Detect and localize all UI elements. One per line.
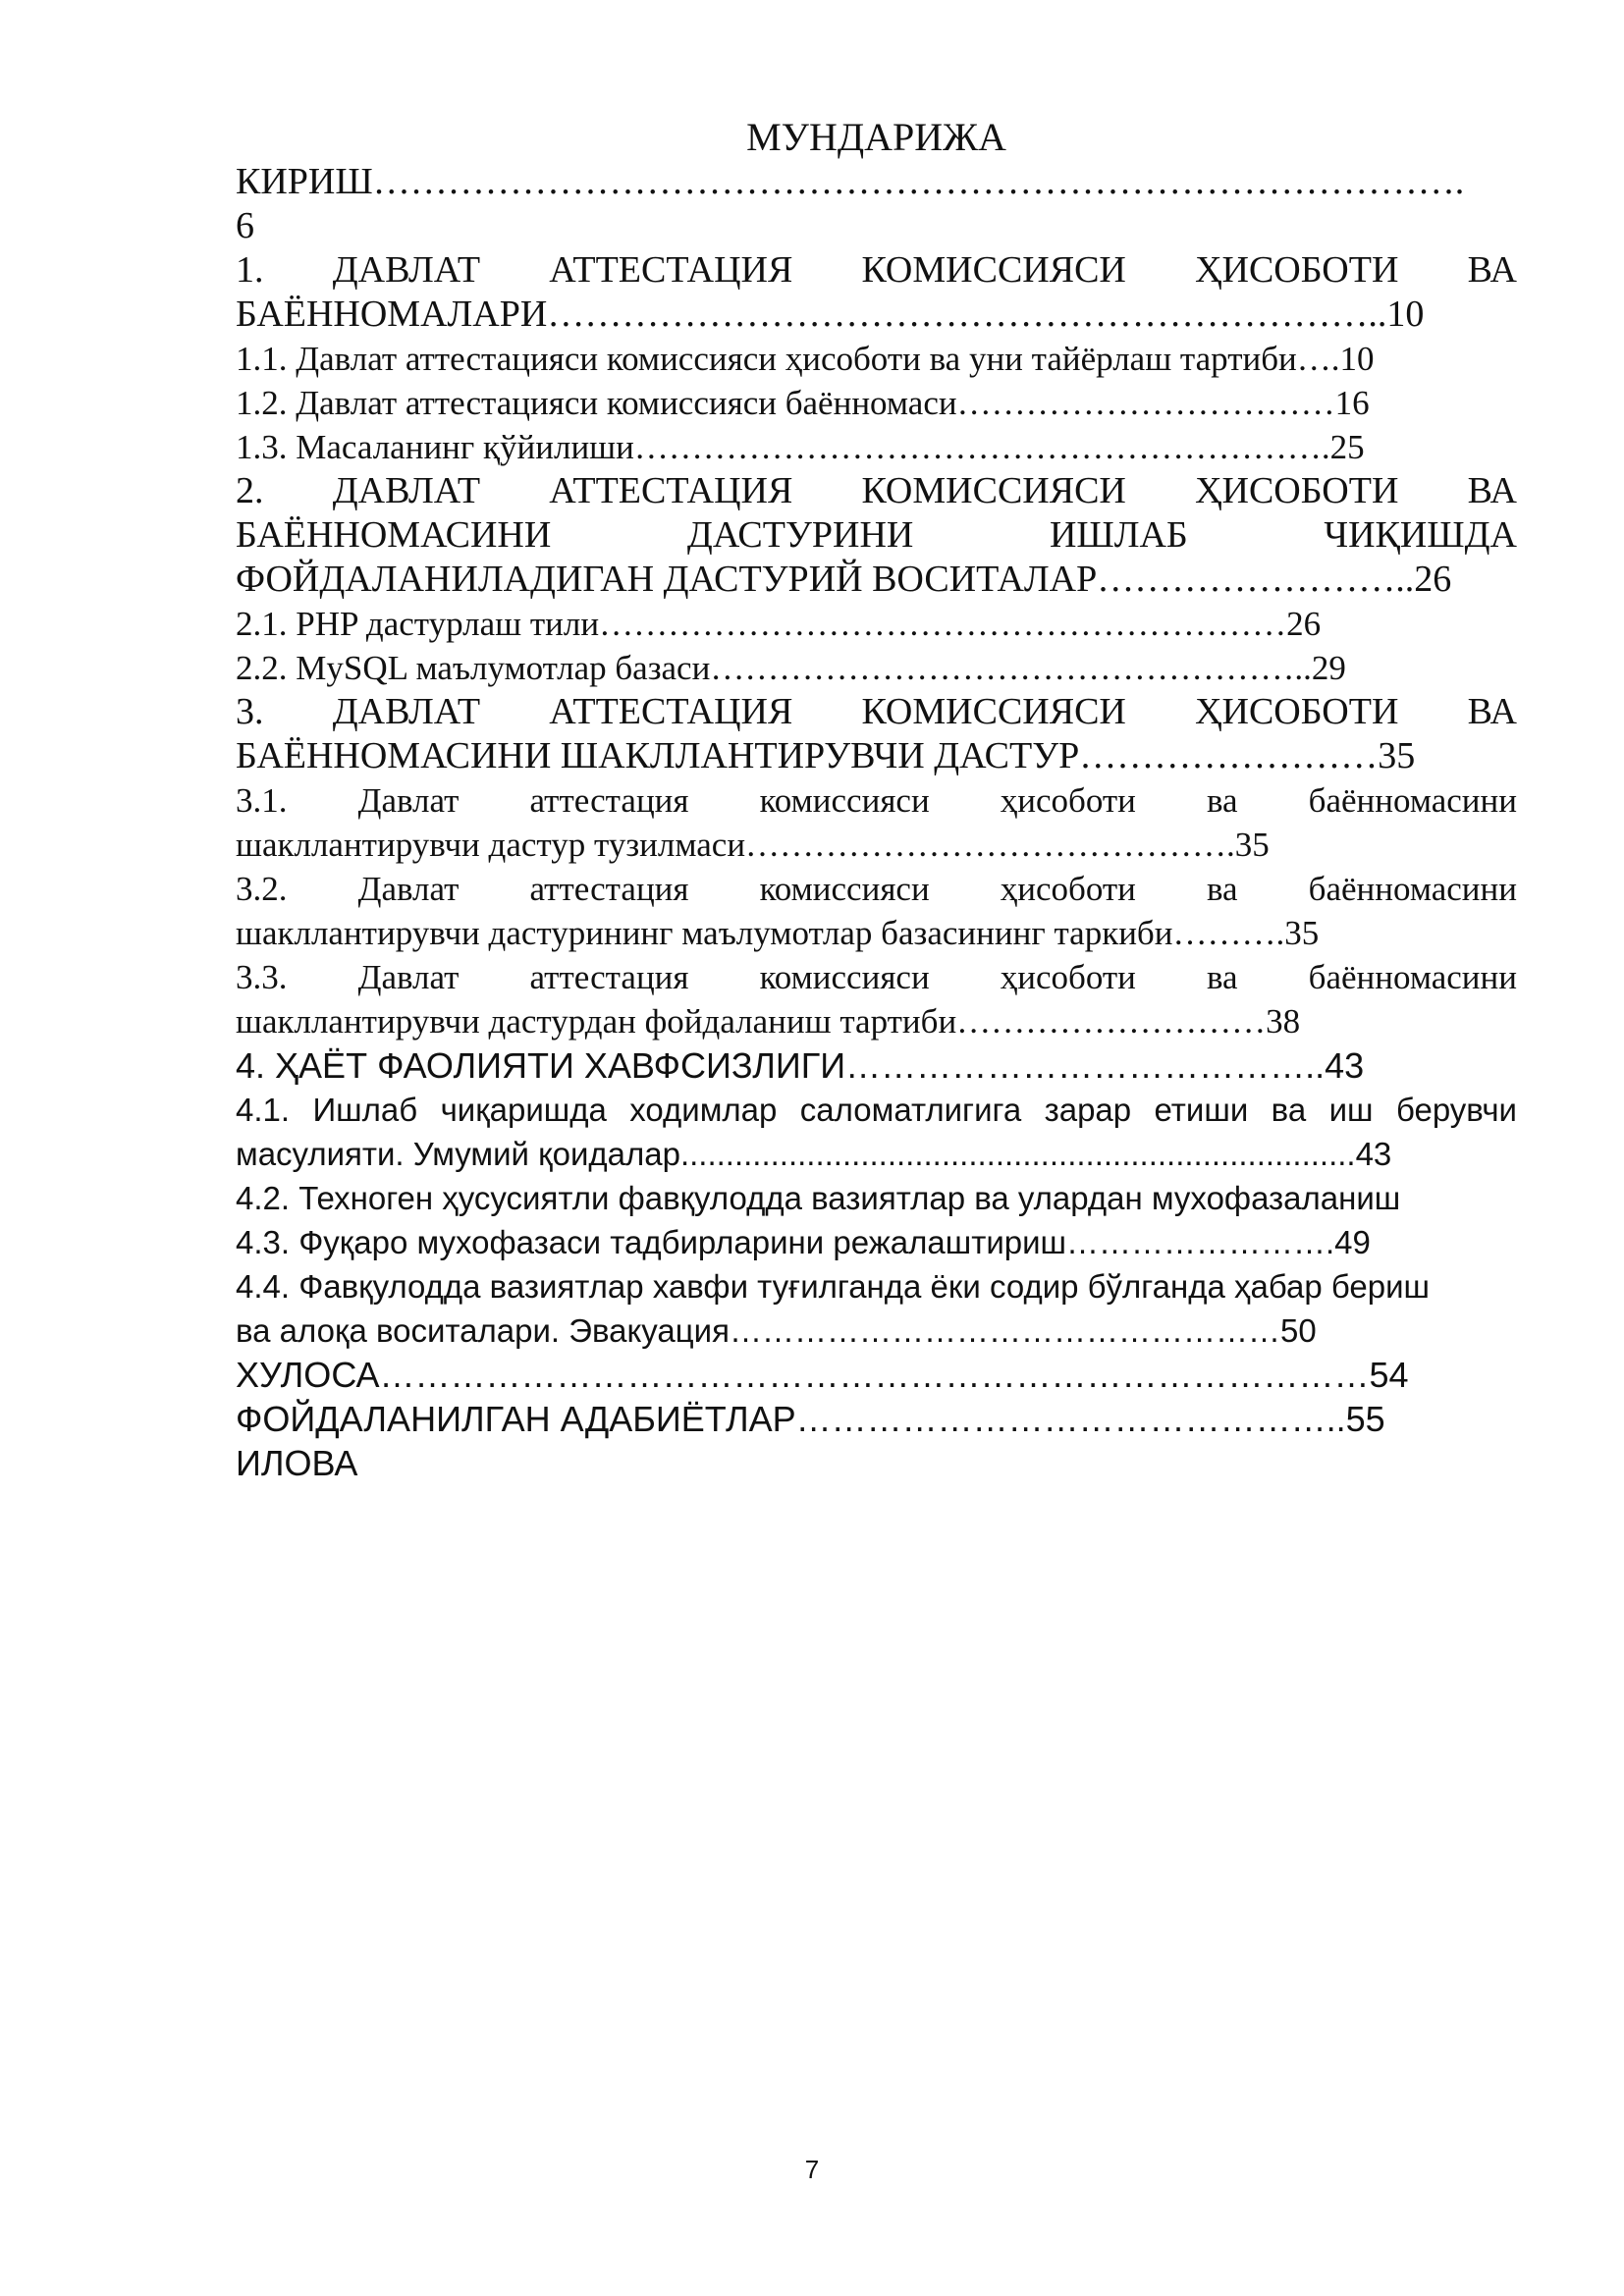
toc-entry: 1.2. Давлат аттестацияси комиссияси баённомаси……………………………16: [236, 384, 1370, 422]
toc-entry: 3. ДАВЛАТ АТТЕСТАЦИЯ КОМИССИЯСИ ҲИСОБОТИ ВА: [236, 691, 1517, 732]
toc-entry: шакллантирувчи дастур тузилмаси…………………………………….35: [236, 826, 1270, 864]
toc-entry: шакллантирувчи дастурдан фойдаланиш тартиби………………………38: [236, 1002, 1301, 1041]
toc-entry: 2.2. MySQL маълумотлар базаси……………………………………………..29: [236, 649, 1346, 687]
page-number: 7: [804, 2155, 820, 2184]
toc-entry: масулияти. Умумий қоидалар...........................................................................43: [236, 1136, 1392, 1172]
toc-entry: ХУЛОСА…………………………………………………………………………54: [236, 1355, 1409, 1395]
toc-entry: 4.4. Фавқулодда вазиятлар хавфи туғилганда ёки содир бўлганда ҳабар бериш: [236, 1268, 1430, 1305]
toc-entry: 3.1. Давлат аттестация комиссияси ҳисоботи ва баённомасини: [236, 781, 1517, 820]
toc-title: МУНДАРИЖА: [746, 115, 1006, 159]
toc-entry: ФОЙДАЛАНИЛАДИГАН ДАСТУРИЙ ВОСИТАЛАР……………………..26: [236, 559, 1452, 600]
table-of-contents: [236, 160, 1517, 1485]
toc-entry: БАЁННОМАСИНИ ДАСТУРИНИ ИШЛАБ ЧИҚИШДА: [236, 514, 1517, 556]
toc-entry: БАЁННОМАЛАРИ…………………………………………………………..10: [236, 294, 1425, 335]
toc-entry: ва алоқа воситалари. Эвакуация……………………………………………50: [236, 1312, 1317, 1349]
toc-entry: 2.1. PHP дастурлаш тили……………………………………………………26: [236, 605, 1322, 643]
toc-entry: КИРИШ…………………………………………………………………………….: [236, 161, 1465, 202]
toc-entry: 2. ДАВЛАТ АТТЕСТАЦИЯ КОМИССИЯСИ ҲИСОБОТИ ВА: [236, 470, 1517, 511]
toc-entry: 4.2. Техноген ҳусусиятли фавқулодда вазиятлар ва улардан мухофазаланиш: [236, 1180, 1401, 1216]
toc-entry: 1.3. Масаланинг қўйилиши…………………………………………………….25: [236, 428, 1365, 466]
toc-entry: ФОЙДАЛАНИЛГАН АДАБИЁТЛАР………………………………………..55: [236, 1399, 1385, 1439]
toc-entry: 3.3. Давлат аттестация комиссияси ҳисоботи ва баённомасини: [236, 958, 1517, 996]
toc-entry: ИЛОВА: [236, 1443, 358, 1483]
toc-entry: 6: [236, 205, 254, 246]
toc-entry: 4.1. Ишлаб чиқаришда ходимлар саломатлигига зарар етиши ва иш берувчи: [236, 1092, 1517, 1128]
toc-entry: шакллантирувчи дастурининг маълумотлар базасининг таркиби……….35: [236, 914, 1320, 952]
toc-entry: 4. ҲАЁТ ФАОЛИЯТИ ХАВФСИЗЛИГИ…………………………………..43: [236, 1045, 1365, 1086]
toc-entry: БАЁННОМАСИНИ ШАКЛЛАНТИРУВЧИ ДАСТУР……………………35: [236, 735, 1416, 776]
toc-entry: 1. ДАВЛАТ АТТЕСТАЦИЯ КОМИССИЯСИ ҲИСОБОТИ ВА: [236, 249, 1517, 291]
toc-entry: 1.1. Давлат аттестацияси комиссияси ҳисоботи ва уни тайёрлаш тартиби….10: [236, 340, 1375, 378]
toc-entry: 3.2. Давлат аттестация комиссияси ҳисоботи ва баённомасини: [236, 870, 1517, 908]
toc-entry: 4.3. Фуқаро мухофазаси тадбирларини режалаштириш…………………….49: [236, 1224, 1371, 1260]
